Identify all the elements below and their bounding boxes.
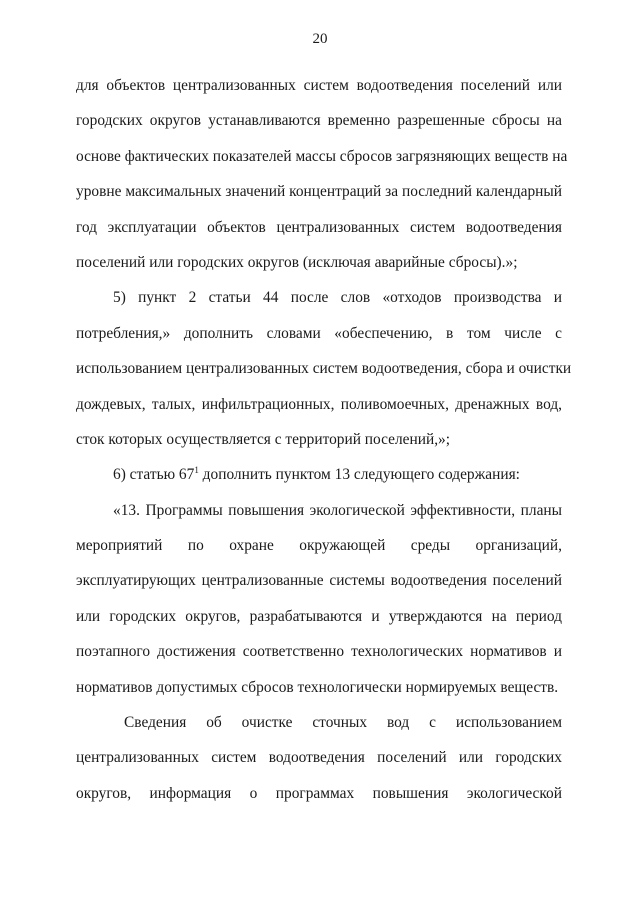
article-superscript: 1	[194, 465, 199, 476]
text-line: уровне максимальных значений концентраций за последний календарный	[76, 183, 562, 201]
text-line: Сведения об очистке сточных вод с использованием	[124, 714, 562, 732]
text-line: сток которых осуществляется с территорий поселений,»;	[76, 430, 451, 448]
text-line: эксплуатирующих централизованные системы водоотведения поселений	[76, 572, 562, 590]
article-reference: 6) статью 67	[113, 466, 195, 484]
text-line: округов, информация о программах повышения экологической	[76, 784, 562, 802]
text-line: или городских округов, разрабатываются и утверждаются на период	[76, 607, 562, 625]
text-line: централизованных систем водоотведения поселений или городских	[76, 749, 562, 767]
text-line: мероприятий по охране окружающей среды организаций,	[76, 537, 562, 555]
text-line: основе фактических показателей массы сбросов загрязняющих веществ на	[76, 147, 568, 165]
text-line	[76, 457, 562, 492]
text-line: год эксплуатации объектов централизованных систем водоотведения	[76, 218, 562, 236]
text-line: нормативов допустимых сбросов технологически нормируемых веществ.	[76, 678, 559, 696]
text-line: использованием централизованных систем водоотведения, сбора и очистки	[76, 360, 572, 378]
text-line: городских округов устанавливаются временно разрешенные сбросы на	[76, 112, 562, 130]
text-line: 5) пункт 2 статьи 44 после слов «отходов производства и	[113, 289, 562, 307]
text-line: «13. Программы повышения экологической эффективности, планы	[113, 501, 562, 519]
page-number: 20	[312, 31, 328, 47]
text-line: для объектов централизованных систем водоотведения поселений или	[76, 77, 562, 94]
text-line-rest: дополнить пунктом 13 следующего содержания:	[198, 466, 520, 484]
text-line: дождевых, талых, инфильтрационных, поливомоечных, дренажных вод,	[76, 395, 562, 413]
text-line: потребления,» дополнить словами «обеспечению, в том числе с	[76, 324, 562, 342]
text-line: поэтапного достижения соответственно технологических нормативов и	[76, 643, 562, 661]
document-body	[76, 68, 572, 811]
text-line: поселений или городских округов (исключая аварийные сбросы).»;	[76, 253, 518, 271]
